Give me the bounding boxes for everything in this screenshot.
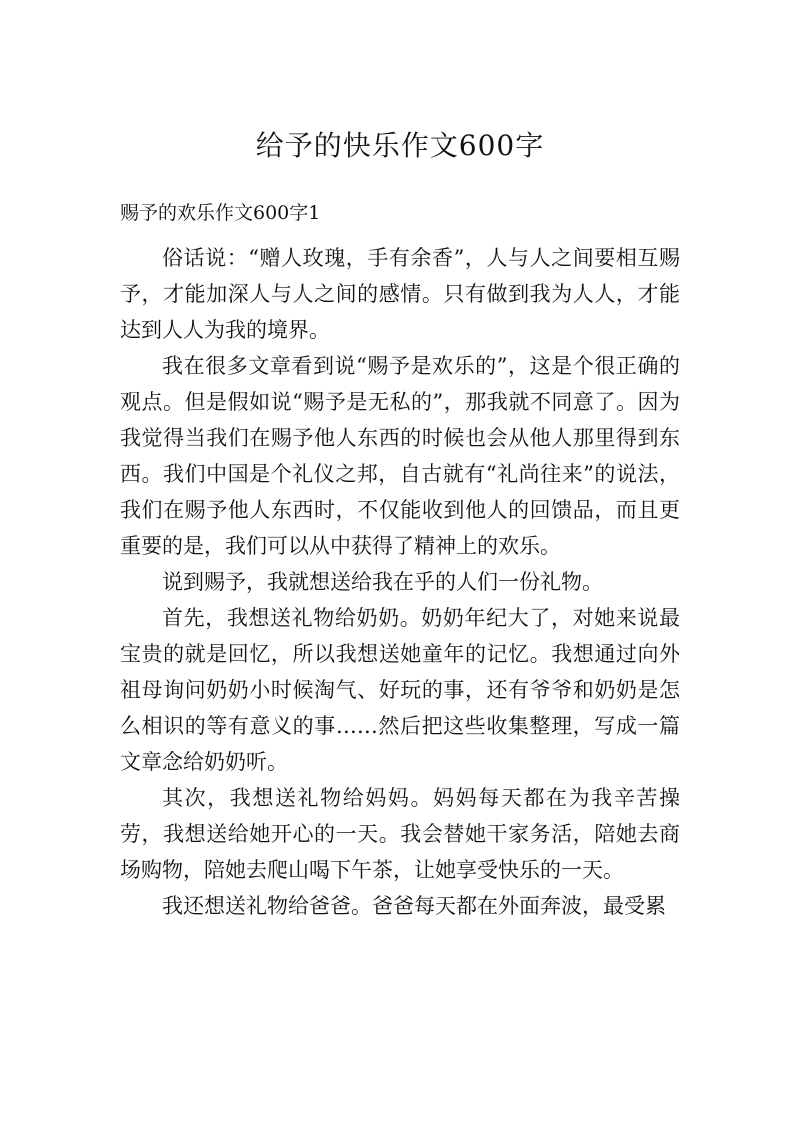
paragraph-1: 俗话说：“赠人玫瑰，手有余香”，人与人之间要相互赐予，才能加深人与人之间的感情。只有做到我为人人，才能达到人人为我的境界。 — [120, 246, 680, 342]
paragraph-4: 首先，我想送礼物给奶奶。奶奶年纪大了，对她来说最宝贵的就是回忆，所以我想送她童年的记忆。我想通过向外祖母询问奶奶小时候淘气、好玩的事，还有爷爷和奶奶是怎么相识的等有意义的事……然后把这些收集整理，写成一篇文章念给奶奶听。 — [120, 606, 680, 774]
essay-subtitle: 赐予的欢乐作文600字1 — [120, 202, 321, 224]
paragraph-2: 我在很多文章看到说“赐予是欢乐的”，这是个很正确的观点。但是假如说“赐予是无私的”，那我就不同意了。因为我觉得当我们在赐予他人东西的时候也会从他人那里得到东西。我们中国是个礼仪之邦，自古就有“礼尚往来”的说法，我们在赐予他人东西时，不仅能收到他人的回馈品，而且更重要的是，我们可以从中获得了精神上的欢乐。 — [120, 354, 680, 558]
paragraph-6: 我还想送礼物给爸爸。爸爸每天都在外面奔波，最受累 — [162, 894, 666, 918]
document-title: 给予的快乐作文600字 — [255, 129, 545, 162]
paragraph-3: 说到赐予，我就想送给我在乎的人们一份礼物。 — [162, 570, 603, 594]
paragraph-5: 其次，我想送礼物给妈妈。妈妈每天都在为我辛苦操劳，我想送给她开心的一天。我会替她干家务活，陪她去商场购物，陪她去爬山喝下午茶，让她享受快乐的一天。 — [120, 786, 680, 882]
essay-body — [120, 240, 680, 924]
